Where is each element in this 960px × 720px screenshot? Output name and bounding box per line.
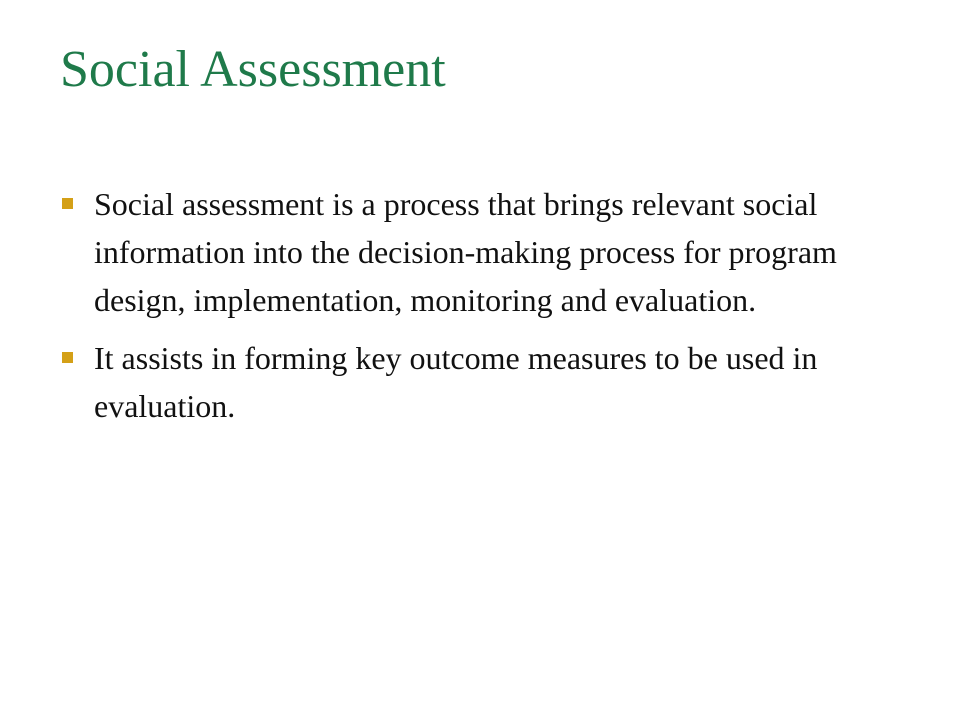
slide-title: Social Assessment xyxy=(60,41,446,98)
bullet-list xyxy=(60,180,910,440)
bullet-text: It assists in forming key outcome measures to be used in evaluation. xyxy=(94,340,818,424)
square-bullet-icon xyxy=(62,198,73,209)
square-bullet-icon xyxy=(62,352,73,363)
bullet-item xyxy=(60,334,910,430)
bullet-text: Social assessment is a process that brings relevant social information into the decision-making process for program design, implementation, monitoring and evaluation. xyxy=(94,186,837,318)
bullet-item xyxy=(60,180,910,324)
